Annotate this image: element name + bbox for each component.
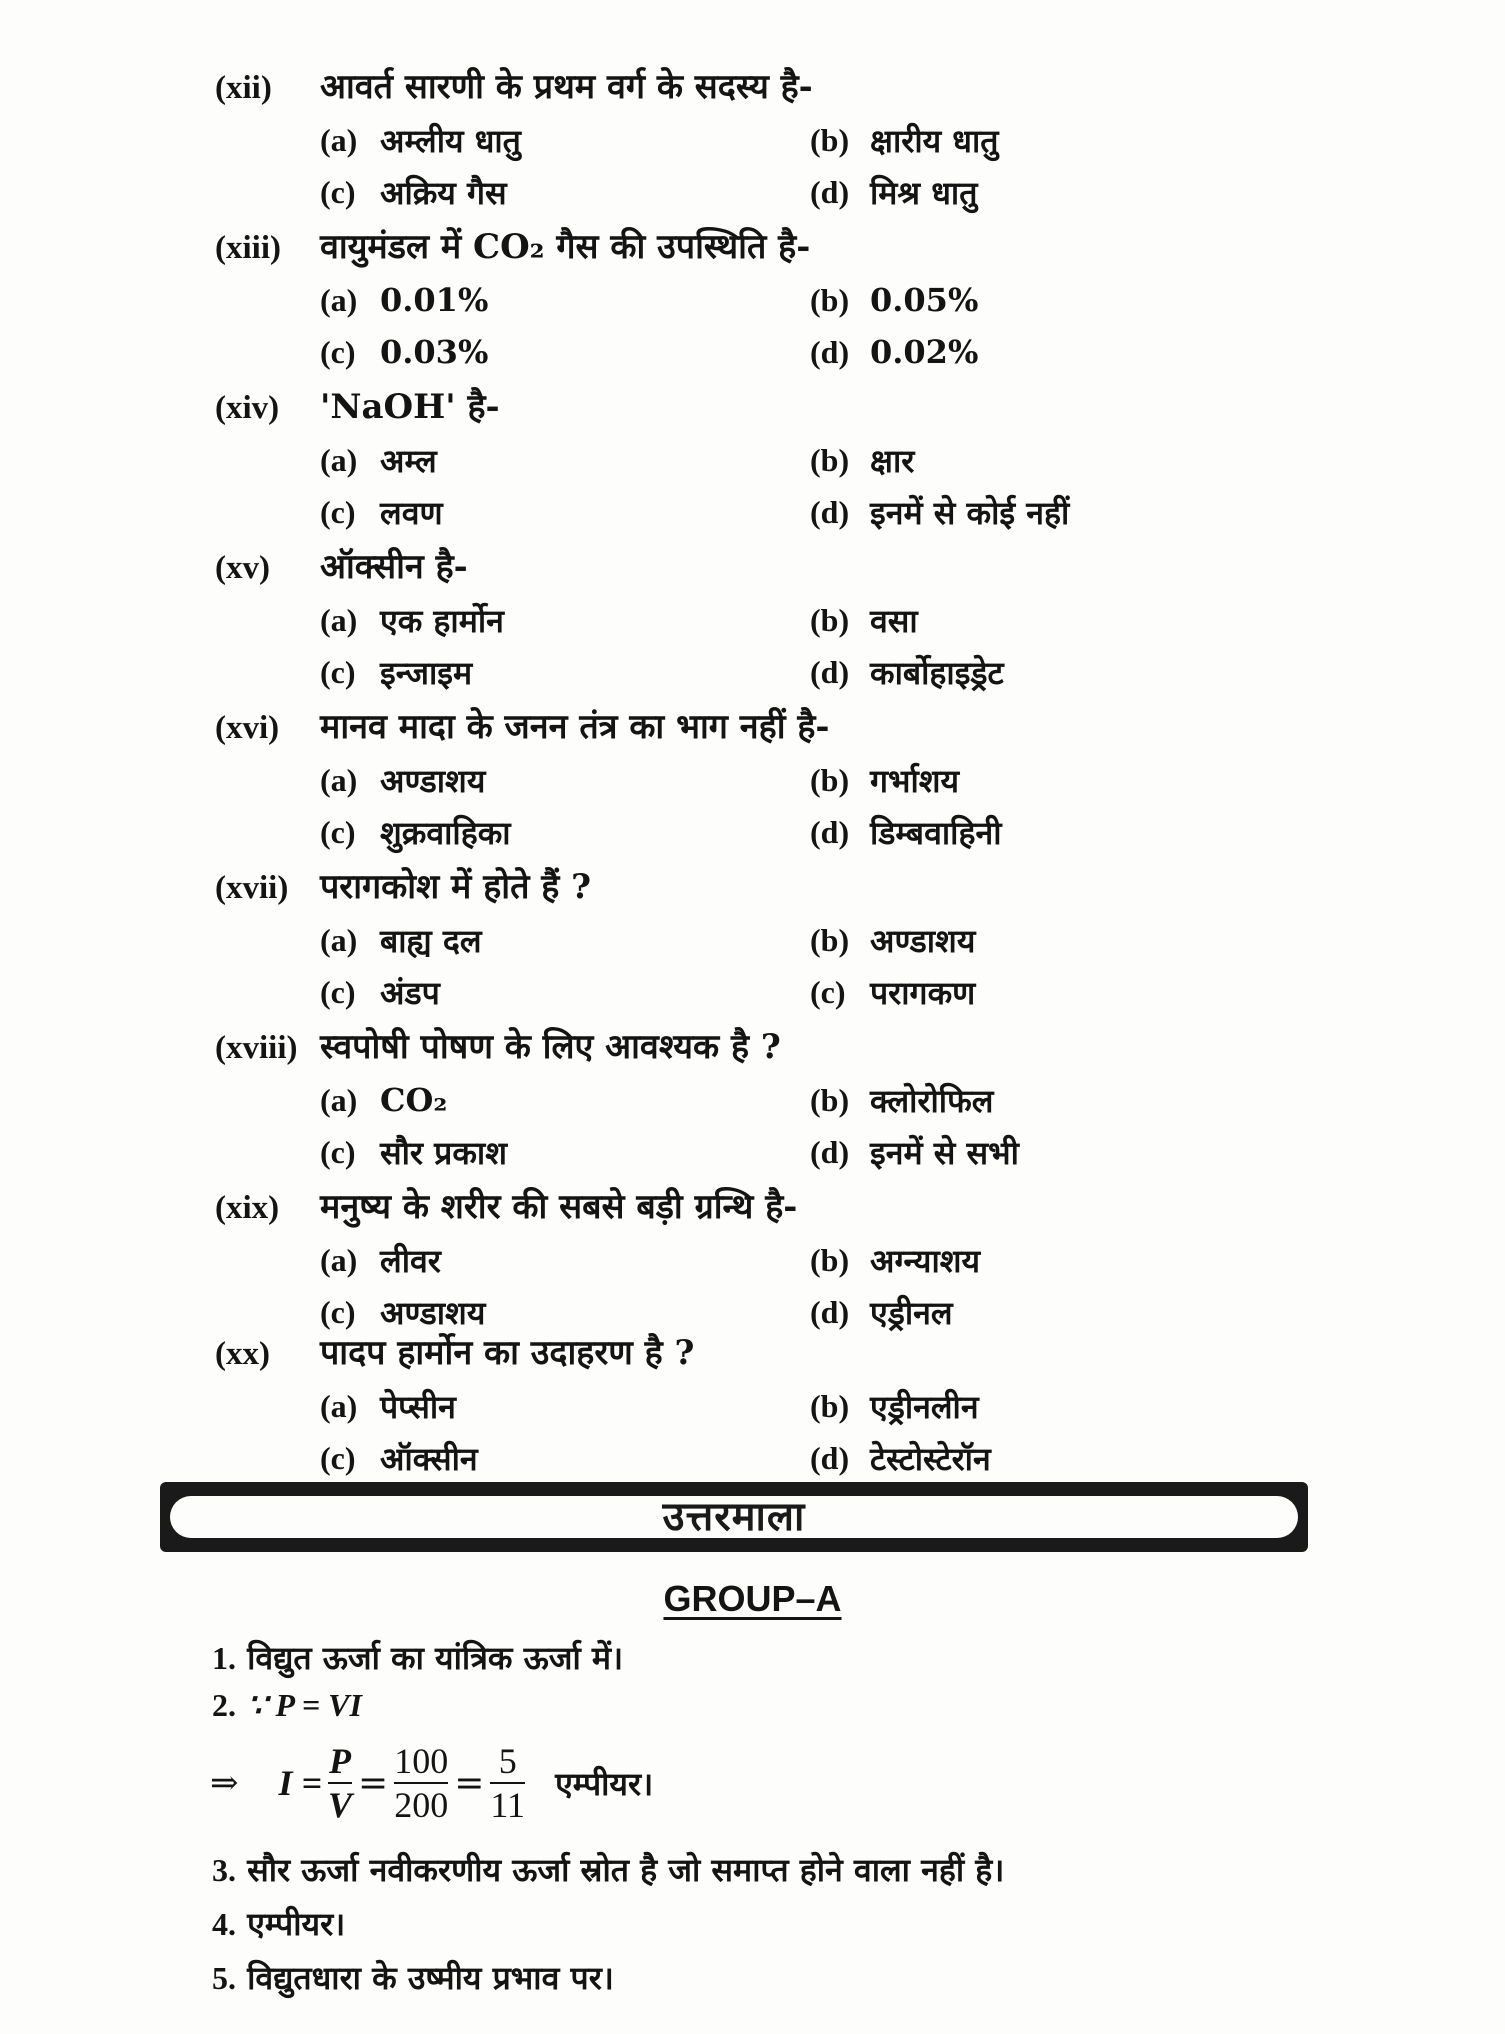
option-a: (a) पेप्सीन xyxy=(320,1387,456,1426)
option-a: (a) अम्लीय धातु xyxy=(320,121,521,160)
question-text: मनुष्य के शरीर की सबसे बड़ी ग्रन्थि है- xyxy=(320,1187,798,1227)
option-c: (c) अण्डाशय xyxy=(320,1293,486,1332)
fraction-p-over-v: $\frac{P}{V}$ xyxy=(328,1741,353,1825)
question-number: (xiv) xyxy=(215,390,280,426)
option-b: (b) गर्भाशय xyxy=(810,761,960,800)
question-xv xyxy=(215,542,1355,698)
option-a: (a) बाह्य दल xyxy=(320,921,482,960)
option-c: (c) अंडप xyxy=(320,973,440,1012)
option-a: (a) अण्डाशय xyxy=(320,761,486,800)
option-a: (a) लीवर xyxy=(320,1241,441,1280)
question-xvi xyxy=(215,702,1355,858)
question-text: ऑक्सीन है- xyxy=(320,547,468,587)
question-number: (xii) xyxy=(215,70,272,106)
option-a: (a) 0.01% xyxy=(320,281,489,319)
question-text: आवर्त सारणी के प्रथम वर्ग के सदस्य है- xyxy=(320,67,813,107)
option-c: (c) अक्रिय गैस xyxy=(320,173,507,212)
question-text: परागकोश में होते हैं ? xyxy=(320,867,592,907)
option-a: (a) अम्ल xyxy=(320,441,437,480)
option-b: (b) अण्डाशय xyxy=(810,921,976,960)
implies-arrow: ⇒ xyxy=(210,1763,239,1803)
option-c: (c) ऑक्सीन xyxy=(320,1439,478,1478)
question-text: वायुमंडल में CO₂ गैस की उपस्थिति है- xyxy=(320,227,811,267)
answer-2: 2. ∵ P = VI xyxy=(212,1687,362,1723)
question-xviii xyxy=(215,1022,1355,1178)
unit-ampere: एम्पीयर। xyxy=(555,1764,654,1803)
question-number: (xviii) xyxy=(215,1030,298,1066)
question-xiv xyxy=(215,382,1355,538)
option-b: (b) क्षारीय धातु xyxy=(810,121,999,160)
option-a: (a) CO₂ xyxy=(320,1081,448,1119)
banner-title: उत्तरमाला xyxy=(662,1493,806,1540)
option-c: (c) सौर प्रकाश xyxy=(320,1133,507,1172)
option-d: (d) डिम्बवाहिनी xyxy=(810,813,1002,852)
option-a: (a) एक हार्मोन xyxy=(320,601,504,640)
option-c: (c) इन्जाइम xyxy=(320,653,473,692)
option-b: (b) क्षार xyxy=(810,441,915,480)
question-text: स्वपोषी पोषण के लिए आवश्यक है ? xyxy=(320,1027,781,1067)
question-number: (xx) xyxy=(215,1336,270,1372)
question-number: (xv) xyxy=(215,550,270,586)
question-xx xyxy=(215,1328,1355,1484)
question-xix xyxy=(215,1182,1355,1338)
question-xiii xyxy=(215,222,1355,378)
equation: ⇒ I = $\frac{P}{V}$ = $\frac{100}{200}$ = $\frac{5}{11}$ एम्पीयर। xyxy=(210,1741,654,1825)
answer-1: 1. विद्युत ऊर्जा का यांत्रिक ऊर्जा में। xyxy=(212,1639,624,1677)
option-d: (d) 0.02% xyxy=(810,333,979,371)
question-number: (xvii) xyxy=(215,870,289,906)
fraction-100-over-200: $\frac{100}{200}$ xyxy=(394,1741,449,1825)
option-b: (b) क्लोरोफिल xyxy=(810,1081,994,1120)
answer-key-banner xyxy=(160,1482,1308,1552)
answer-4: 4. एम्पीयर। xyxy=(212,1905,346,1943)
option-d: (d) टेस्टोस्टेरॉन xyxy=(810,1439,991,1478)
question-number: (xix) xyxy=(215,1190,280,1226)
option-d: (d) एड्रीनल xyxy=(810,1293,953,1332)
option-b: (b) 0.05% xyxy=(810,281,979,319)
question-xvii xyxy=(215,862,1355,1018)
option-b: (b) वसा xyxy=(810,601,918,640)
option-c: (c) लवण xyxy=(320,493,443,532)
answer-3: 3. सौर ऊर्जा नवीकरणीय ऊर्जा स्रोत है जो समाप्त होने वाला नहीं है। xyxy=(212,1851,1005,1889)
question-xii xyxy=(215,62,1355,218)
option-d: (c) परागकण xyxy=(810,973,976,1012)
option-d: (d) इनमें से कोई नहीं xyxy=(810,493,1070,532)
option-c: (c) शुक्रवाहिका xyxy=(320,813,511,852)
question-number: (xiii) xyxy=(215,230,281,266)
question-text: 'NaOH' है- xyxy=(320,387,500,427)
option-d: (d) इनमें से सभी xyxy=(810,1133,1019,1172)
question-number: (xvi) xyxy=(215,710,280,746)
option-d: (d) कार्बोहाइड्रेट xyxy=(810,653,1004,692)
option-d: (d) मिश्र धातु xyxy=(810,173,978,212)
fraction-5-over-11: $\frac{5}{11}$ xyxy=(490,1741,526,1825)
question-text: मानव मादा के जनन तंत्र का भाग नहीं है- xyxy=(320,707,830,747)
option-b: (b) एड्रीनलीन xyxy=(810,1387,979,1426)
answer-5: 5. विद्युतधारा के उष्मीय प्रभाव पर। xyxy=(212,1959,614,1997)
group-title: GROUP–A xyxy=(663,1578,842,1619)
option-c: (c) 0.03% xyxy=(320,333,489,371)
option-b: (b) अग्न्याशय xyxy=(810,1241,981,1280)
equation-lhs: I = xyxy=(278,1763,323,1803)
question-text: पादप हार्मोन का उदाहरण है ? xyxy=(320,1333,695,1373)
